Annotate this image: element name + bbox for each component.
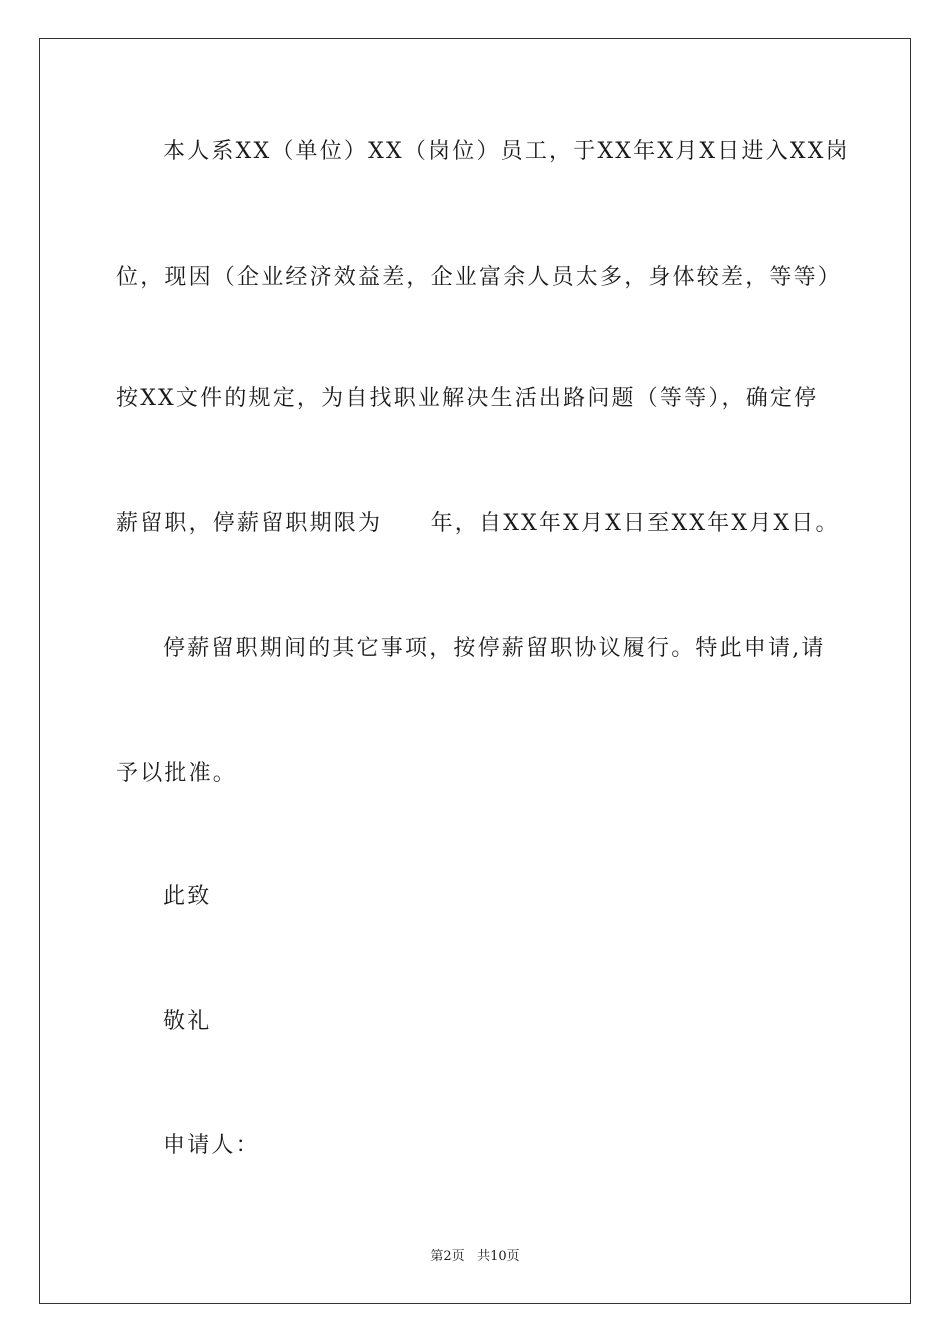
body-paragraph-1-line-3: 按XX文件的规定，为自找职业解决生活出路问题（等等），确定停 — [116, 386, 819, 411]
closing-salutation: 此致 — [163, 884, 212, 909]
page-total: 共10页 — [477, 1249, 520, 1264]
applicant-label: 申请人： — [163, 1133, 260, 1158]
closing-regards: 敬礼 — [163, 1009, 212, 1034]
page-footer — [0, 1248, 950, 1266]
body-paragraph-2-line-1: 停薪留职期间的其它事项，按停薪留职协议履行。特此申请,请 — [163, 636, 826, 661]
page-number: 第2页 — [430, 1249, 465, 1264]
body-paragraph-1-line-2: 位，现因（企业经济效益差，企业富余人员太多，身体较差，等等） — [116, 265, 843, 290]
body-paragraph-2-line-2: 予以批准。 — [116, 761, 238, 786]
body-paragraph-1-line-1: 本人系XX（单位）XX（岗位）员工，于XX年X月X日进入XX岗 — [163, 139, 850, 164]
page-border — [39, 38, 911, 1304]
body-paragraph-1-line-4: 薪留职，停薪留职期限为 年，自XX年X月X日至XX年X月X日。 — [116, 511, 840, 536]
